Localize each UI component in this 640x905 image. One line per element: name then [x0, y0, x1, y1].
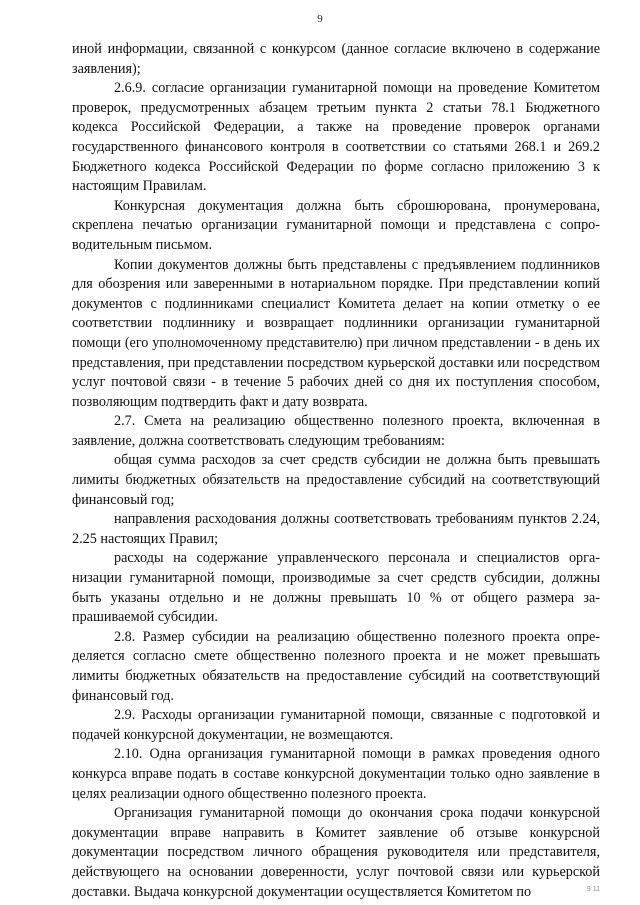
paragraph-consent-continuation: иной информации, связанной с конкурсом (данное согласие включено в содержание заявления); — [72, 41, 600, 77]
paragraph-2-10: 2.10. Одна организация гуманитарной помощи в рамках проведения одного конкурса вправе подать в составе конкурсной документации только одно заявление в целях реализации одного общественно полезного проекта. — [72, 746, 600, 802]
paragraph-2-6-9: 2.6.9. согласие организации гуманитарной помощи на проведение Комитетом проверок, предусмотренных абзацем третьим пункта 2 статьи 78.1 Бюджетного кодекса Российской Федерации, а также на проведение проверок органами государственного финансового контроля в соответствии со статьями 268.1 и 269.2 Бюджетного кодекса Российской Федерации по форме согласно приложению 3 к настоящим Правилам. — [72, 80, 600, 195]
page-number: 9 — [317, 13, 323, 25]
paragraph-total-expenses: общая сумма расходов за счет средств субсидии не должна быть превышать лимиты бюджетных обязательств на предоставление субсидий на соответствующий финансовый год; — [72, 452, 600, 508]
paragraph-staff-expenses: расходы на содержание управленческого персонала и специалистов организации гуманитарной помощи, производимые за счет средств субсидии, должны быть указаны отдельно и не должны превышать 10 % от общего размера запрашиваемой субсидии. — [72, 550, 600, 626]
document-body — [72, 40, 600, 902]
footer-mark: 9 11 — [586, 886, 600, 893]
paragraph-2-7: 2.7. Смета на реализацию общественно полезного проекта, включенная в заявление, должна соответствовать следующим требованиям: — [72, 413, 600, 449]
paragraph-document-copies: Копии документов должны быть представлены с предъявлением подлинников для обозрения или заверенными в нотариальном порядке. При представлении копий документов с подлинниками специалист Комитета делает на копии отметку о ее соответствии подлиннику и возвращает подлинники организации гуманитарной помощи (его уполномоченному представителю) при личном представлении - в день их представления, при представлении посредством курьерской доставки или посредством услуг почтовой связи - в течение 5 рабочих дней со дня их поступления способом, позволяющим подтвердить факт и дату возврата. — [72, 256, 600, 410]
paragraph-withdrawal: Организация гуманитарной помощи до окончания срока подачи конкурсной документации вправе направить в Комитет заявление об отзыве конкурсной документации посредством личного обращения руководителя или представителя, действующего на основании доверенности, услуг почтовой связи или курьерской доставки. Выдача конкурсной документации осуществляется Комитетом по — [72, 805, 600, 900]
paragraph-2-8: 2.8. Размер субсидии на реализацию общественно полезного проекта определяется согласно смете общественно полезного проекта и не может превышать лимиты бюджетных обязательств на предоставление субсидий на соответствующий финансовый год. — [72, 628, 600, 704]
paragraph-2-9: 2.9. Расходы организации гуманитарной помощи, связанные с подготовкой и подачей конкурсной документации, не возмещаются. — [72, 707, 600, 743]
paragraph-spending-directions: направления расходования должны соответствовать требованиям пунктов 2.24, 2.25 настоящих Правил; — [72, 511, 600, 547]
paragraph-binding-requirements: Конкурсная документация должна быть сброшюрована, пронумерована, скреплена печатью организации гуманитарной помощи и представлена с сопроводительным письмом. — [72, 197, 600, 253]
